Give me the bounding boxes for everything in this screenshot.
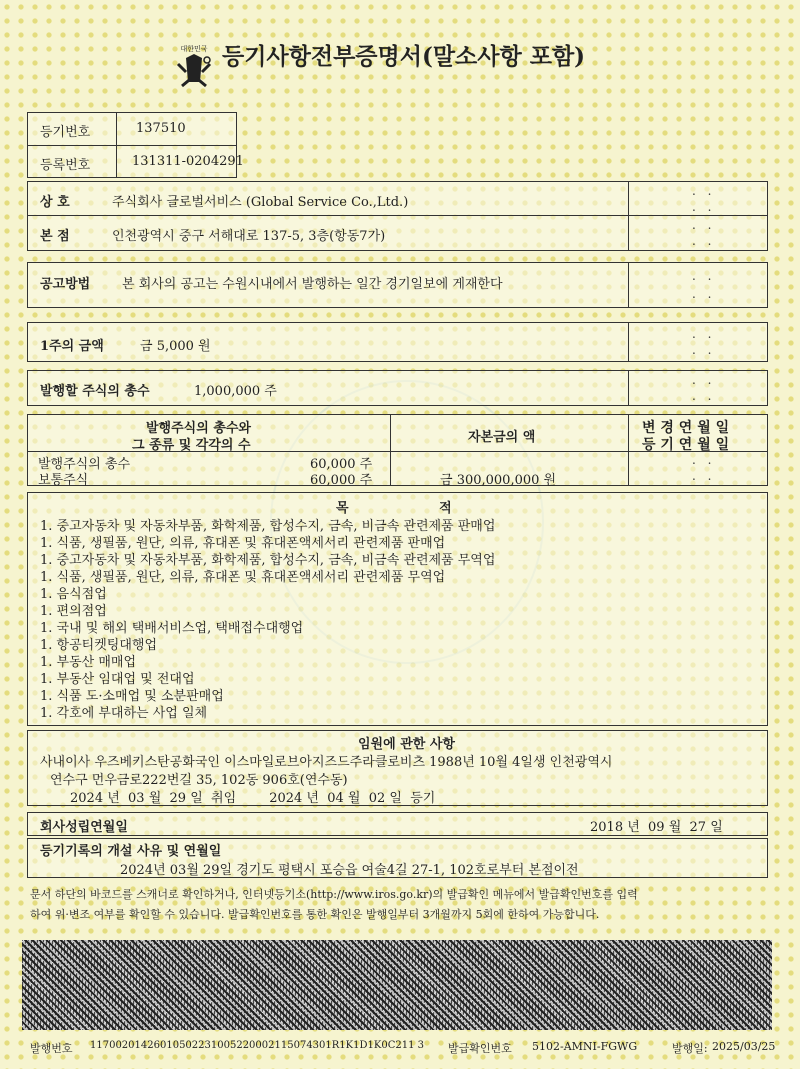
- change-date-dots: . .: [692, 453, 716, 467]
- established-value: 2018 년 09 월 27 일: [590, 820, 723, 835]
- registration-box: [27, 112, 244, 178]
- verification-notice: 하여 위·변조 여부를 확인할 수 있습니다. 발급확인번호를 통한 확인은 발행일부터 3개월까지 5회에 한하여 가능합니다.: [30, 908, 600, 921]
- company-box: [27, 181, 768, 251]
- purpose-item: 1. 중고자동차 및 자동차부품, 화학제품, 합성수지, 금속, 비금속 관련제품 판매업: [40, 519, 496, 534]
- total-issued-value: 60,000 주: [310, 457, 373, 472]
- change-date-dots: . .: [692, 269, 716, 283]
- issue-date-value: 2025/03/25: [712, 1040, 776, 1053]
- purpose-title: 목 적: [336, 501, 452, 516]
- purpose-item: 1. 중고자동차 및 자동차부품, 화학제품, 합성수지, 금속, 비금속 관련제품 무역업: [40, 553, 496, 568]
- verification-barcode: [22, 940, 772, 1030]
- company-name-value: 주식회사 글로벌서비스 (Global Service Co.,Ltd.): [112, 195, 409, 210]
- court-emblem-icon: [172, 42, 216, 94]
- capital-table: [27, 414, 768, 486]
- registration-date-dots: . .: [692, 343, 716, 357]
- business-number-label: 등록번호: [40, 158, 91, 173]
- registration-date-dots: . .: [692, 200, 716, 214]
- purpose-item: 1. 국내 및 해외 택배서비스업, 택배접수대행업: [40, 621, 304, 636]
- purpose-item: 1. 부동산 매매업: [40, 655, 137, 670]
- common-stock-label: 보통주식: [38, 473, 89, 488]
- total-shares-value: 1,000,000 주: [194, 384, 277, 399]
- capital-amount-value: 금 300,000,000 원: [440, 473, 557, 488]
- purpose-item: 1. 식품 도·소매업 및 소분판매업: [40, 689, 224, 704]
- registration-number-value: 137510: [136, 121, 186, 136]
- verification-notice: 문서 하단의 바코드를 스캐너로 확인하거나, 인터넷등기소(http://www.iros.go.kr)의 발급확인 메뉴에서 발급확인번호를 입력: [30, 888, 638, 901]
- change-date-header: 변 경 연 월 일: [642, 420, 730, 436]
- business-number-value: 131311-0204291: [132, 154, 244, 169]
- issue-date-label: 발행일:: [672, 1042, 708, 1055]
- registration-date-header: 등 기 연 월 일: [642, 437, 730, 453]
- officers-title: 임원에 관한 사항: [358, 737, 455, 752]
- svg-text:대한민국: 대한민국: [180, 45, 208, 53]
- share-amount-box: [27, 322, 768, 362]
- purpose-item: 1. 각호에 부대하는 사업 일체: [40, 706, 208, 721]
- purpose-item: 1. 부동산 임대업 및 전대업: [40, 672, 195, 687]
- issue-number-value: 11700201426010502231005220002115074301R1K1D1K0C211 3: [90, 1040, 424, 1051]
- total-shares-label: 발행할 주식의 총수: [40, 384, 150, 399]
- common-stock-value: 60,000 주: [310, 473, 373, 488]
- record-opening-label: 등기기록의 개설 사유 및 연월일: [40, 844, 222, 859]
- purpose-box: [27, 492, 768, 726]
- registration-date-dots: . .: [692, 287, 716, 301]
- capital-amount-header: 자본금의 액: [468, 430, 536, 445]
- purpose-item: 1. 식품, 생필품, 원단, 의류, 휴대폰 및 휴대폰액세서리 관련제품 판매업: [40, 536, 446, 551]
- total-issued-label: 발행주식의 총수: [38, 457, 131, 472]
- officer-line: 사내이사 우즈베키스탄공화국인 이스마일로브아지즈드주라클로비츠 1988년 10월 4일생 인천광역시: [40, 755, 613, 770]
- officer-address: 연수구 먼우금로222번길 35, 102동 906호(연수동): [50, 773, 348, 788]
- share-amount-value: 금 5,000 원: [140, 339, 211, 354]
- established-box: [27, 812, 768, 836]
- officer-dates: 2024 년 03 월 29 일 취임 2024 년 04 월 02 일 등기: [70, 791, 436, 806]
- notice-method-box: [27, 262, 768, 308]
- record-opening-value: 2024년 03월 29일 경기도 평택시 포승읍 여술4길 27-1, 102호로부터 본점이전: [120, 863, 579, 878]
- established-label: 회사성립연월일: [40, 820, 128, 835]
- officers-box: [27, 730, 768, 806]
- issued-shares-header: 발행주식의 총수와: [146, 421, 251, 436]
- change-date-dots: . .: [692, 218, 716, 232]
- head-office-value: 인천광역시 중구 서해대로 137-5, 3층(항동7가): [112, 229, 386, 244]
- purpose-item: 1. 항공티켓팅대행업: [40, 638, 157, 653]
- notice-method-label: 공고방법: [40, 277, 91, 292]
- purpose-item: 1. 편의점업: [40, 604, 107, 619]
- change-date-dots: . .: [692, 184, 716, 198]
- registration-number-label: 등기번호: [40, 125, 91, 140]
- record-opening-box: [27, 838, 768, 878]
- change-date-dots: . .: [692, 373, 716, 387]
- head-office-label: 본 점: [40, 229, 70, 244]
- registration-date-dots: . .: [692, 234, 716, 248]
- total-shares-box: [27, 370, 768, 406]
- purpose-item: 1. 음식점업: [40, 587, 107, 602]
- notice-method-value: 본 회사의 공고는 수원시내에서 발행하는 일간 경기일보에 게재한다: [122, 277, 503, 292]
- registration-date-dots: . .: [692, 389, 716, 403]
- document-title: 등기사항전부증명서(말소사항 포함): [222, 43, 586, 70]
- confirmation-number-label: 발급확인번호: [448, 1042, 512, 1055]
- registration-date-dots: . .: [692, 469, 716, 483]
- company-name-label: 상 호: [40, 195, 70, 210]
- issued-shares-header-sub: 그 종류 및 각각의 수: [132, 438, 251, 453]
- confirmation-number-value: 5102-AMNI-FGWG: [532, 1040, 638, 1053]
- purpose-item: 1. 식품, 생필품, 원단, 의류, 휴대폰 및 휴대폰액세서리 관련제품 무역업: [40, 570, 446, 585]
- change-date-dots: . .: [692, 327, 716, 341]
- issue-number-label: 발행번호: [30, 1042, 73, 1055]
- share-amount-label: 1주의 금액: [40, 339, 104, 354]
